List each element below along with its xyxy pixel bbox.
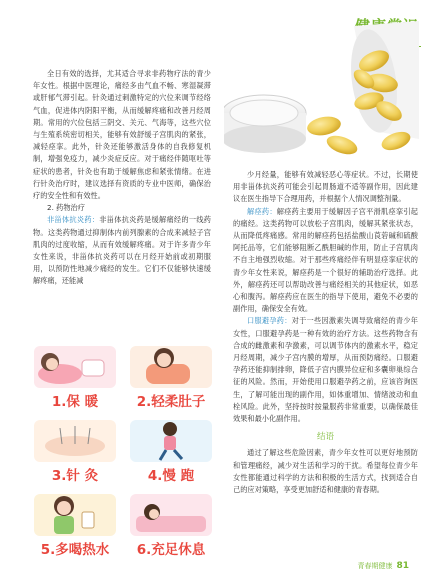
highlight-term: 口服避孕药：	[247, 316, 292, 326]
magazine-name: 青春期健康	[357, 562, 393, 570]
jogging-illustration	[126, 414, 216, 468]
acupuncture-illustration	[30, 414, 120, 468]
paragraph: 通过了解这些危险因素，青少年女性可以更好地预防和管理痛经，减少对生活和学习的干扰。希望每位青少年女性都能通过科学的方法和积极的生活方式，找到适合自己的应对策略，享受更加舒适和健康的青春期。	[233, 448, 418, 495]
paragraph-text: 解痉药主要用于缓解因子宫平滑肌痉挛引起的痛经。这类药物可以放松子宫肌肉，缓解其紧张状态，从而降低疼痛感。常用的解痉药包括盐酸山莨菪碱和硫酸阿托品等，它们能够阻断乙酰胆碱的作用，防止子宫肌肉不自主地强烈收缩。对于那些疼痛经伴有明显痉挛症状的青少年女性来说，解痉药是一个很好的辅助治疗选择。此外，解痉药还可以帮助改善与痛经相关的其他症状，如恶心和腹泻。解痉药应在医生的指导下使用，避免不必要的副作用，确保安全有效。	[233, 206, 418, 314]
tip-label: 4.慢 跑	[147, 468, 195, 484]
tip-label: 1.保 暖	[51, 394, 99, 410]
highlight-term: 解痉药：	[247, 206, 277, 216]
paragraph	[233, 206, 418, 316]
page-number: 81	[396, 561, 409, 571]
tip-tile-jogging	[126, 414, 216, 484]
conclusion-heading: 结语	[316, 432, 334, 443]
page-footer	[357, 561, 409, 571]
right-text-column	[233, 169, 418, 496]
paragraph-text: 对于一些因激素失调导致痛经的青少年女性，口服避孕药是一种有效的治疗方法。这些药物含有合成的雌激素和孕激素，可以调节体内的激素水平，稳定月经周期，减少子宫内膜的增厚，从而预防痛经。口服避孕药还能抑制排卵，降低子宫内膜异位症和多囊卵巢综合征的风险。然而，开始使用口服避孕药之前，应该咨询医生，了解可能出现的副作用，如体重增加、情绪波动和血栓风险。此外，坚持按时按量服药非常重要，以确保最佳效果和最小化副作用。	[233, 316, 418, 424]
paragraph	[233, 315, 418, 425]
tip-label: 3.针 灸	[51, 468, 99, 484]
paragraph	[33, 214, 211, 287]
left-text-column	[33, 68, 211, 288]
paragraph: 全日有效的选择，尤其适合寻求非药物疗法的青少年女性。根据中医理论，痛经多由气血不畅、寒湿凝滞或肝郁气滞引起。针灸通过刺激特定的穴位来调节经络气血，促进体内阴阳平衡，从而缓解疼痛和改善月经周期。常用的穴位包括三阴交、关元、气海等，这些穴位与生殖系统密切相关，能够有效舒缓子宫肌肉的紧张，减轻痉挛。此外，针灸还能够激活身体的自我修复机制，增强免疫力，减少炎症反应。对于痛经伴随呕吐等症状的患者，针灸也有助于缓解焦虑和紧张情绪。在进行针灸治疗时，建议选择有资质的专业中医师，确保治疗的安全性和有效性。	[33, 69, 211, 201]
paragraph: 少月经量，能够有效减轻恶心等症状。不过，长期使用非甾体抗炎药可能会引起胃肠道不适等副作用，因此建议在医生指导下合理用药，并根据个人情况调整剂量。	[233, 170, 418, 204]
tip-tile-hot-water	[30, 488, 120, 558]
tip-tile-keep-warm	[30, 340, 120, 410]
sub-heading: 2. 药物治疗	[47, 203, 85, 213]
keep-warm-illustration	[30, 340, 120, 394]
tip-tile-rest	[126, 488, 216, 558]
rub-belly-illustration	[126, 340, 216, 394]
tip-label: 6.充足休息	[136, 542, 206, 558]
rest-illustration	[126, 488, 216, 542]
tip-label: 2.轻柔肚子	[136, 394, 206, 410]
hot-water-illustration	[30, 488, 120, 542]
highlight-term: 非甾体抗炎药：	[47, 215, 100, 225]
page-top-margin	[0, 0, 427, 10]
tip-tile-acupuncture	[30, 414, 120, 484]
pill-bottle-illustration	[224, 21, 419, 167]
relief-tips-grid	[30, 340, 216, 558]
paragraph-text: 非甾体抗炎药是缓解痛经的一线药物。这类药物通过抑制体内前列腺素的合成来减轻子宫肌肉的过度收缩，从而有效缓解疼痛。对于许多青少年女性来说，非甾体抗炎药可以在月经开始前或初期服用，以预防性地减少痛经的发生。它们不仅能够快速缓解疼痛，还能减	[33, 215, 211, 286]
tip-tile-rub-belly	[126, 340, 216, 410]
tip-label: 5.多喝热水	[40, 542, 110, 558]
